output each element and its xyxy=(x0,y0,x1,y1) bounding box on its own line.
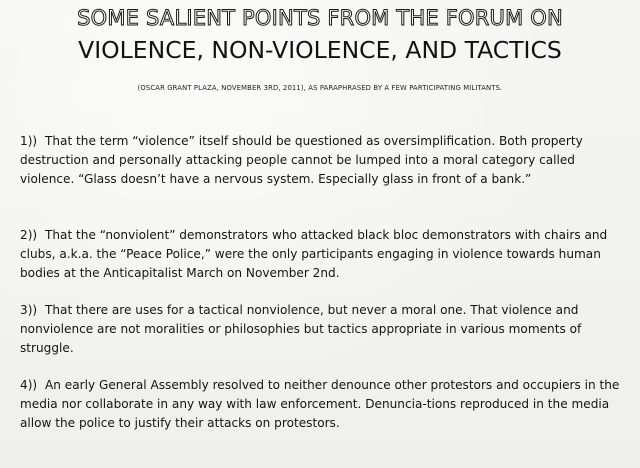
point-text: An early General Assembly resolved to neither denounce other protestors and occupiers in the media nor collaborate in any way with law enforcement. Denuncia-tions reproduced in the media allow the police to justify their attacks on protestors. xyxy=(20,378,620,430)
point-number: 1)) xyxy=(20,134,38,148)
point-4 xyxy=(20,376,626,433)
point-number: 3)) xyxy=(20,303,38,317)
point-3 xyxy=(20,301,626,358)
point-text: That the term “violence” itself should be questioned as oversimplification. Both property destruction and personally attacking people cannot be lumped into a moral category called violence. “Glass doesn’t have a nervous system. Especially glass in front of a bank.” xyxy=(20,134,583,186)
point-number: 2)) xyxy=(20,228,38,242)
point-2 xyxy=(20,226,626,283)
point-1 xyxy=(20,132,626,189)
point-text: That there are uses for a tactical nonviolence, but never a moral one. That violence and nonviolence are not moralities or philosophies but tactics appropriate in various moments of struggle. xyxy=(20,303,582,355)
subtitle: (OSCAR GRANT PLAZA, NOVEMBER 3RD, 2011), AS PARAPHRASED BY A FEW PARTICIPATING MILITANTS. xyxy=(137,84,503,92)
point-number: 4)) xyxy=(20,378,38,392)
point-text: That the “nonviolent” demonstrators who attacked black bloc demonstrators with chairs and clubs, a.k.a. the “Peace Police,” were the only participants engaging in violence towards human bodies at the Anticapitalist March on November 2nd. xyxy=(20,228,608,280)
title-line-1: SOME SALIENT POINTS FROM THE FORUM ON xyxy=(77,6,563,30)
title-line-2: VIOLENCE, NON-VIOLENCE, AND TACTICS xyxy=(78,36,562,64)
